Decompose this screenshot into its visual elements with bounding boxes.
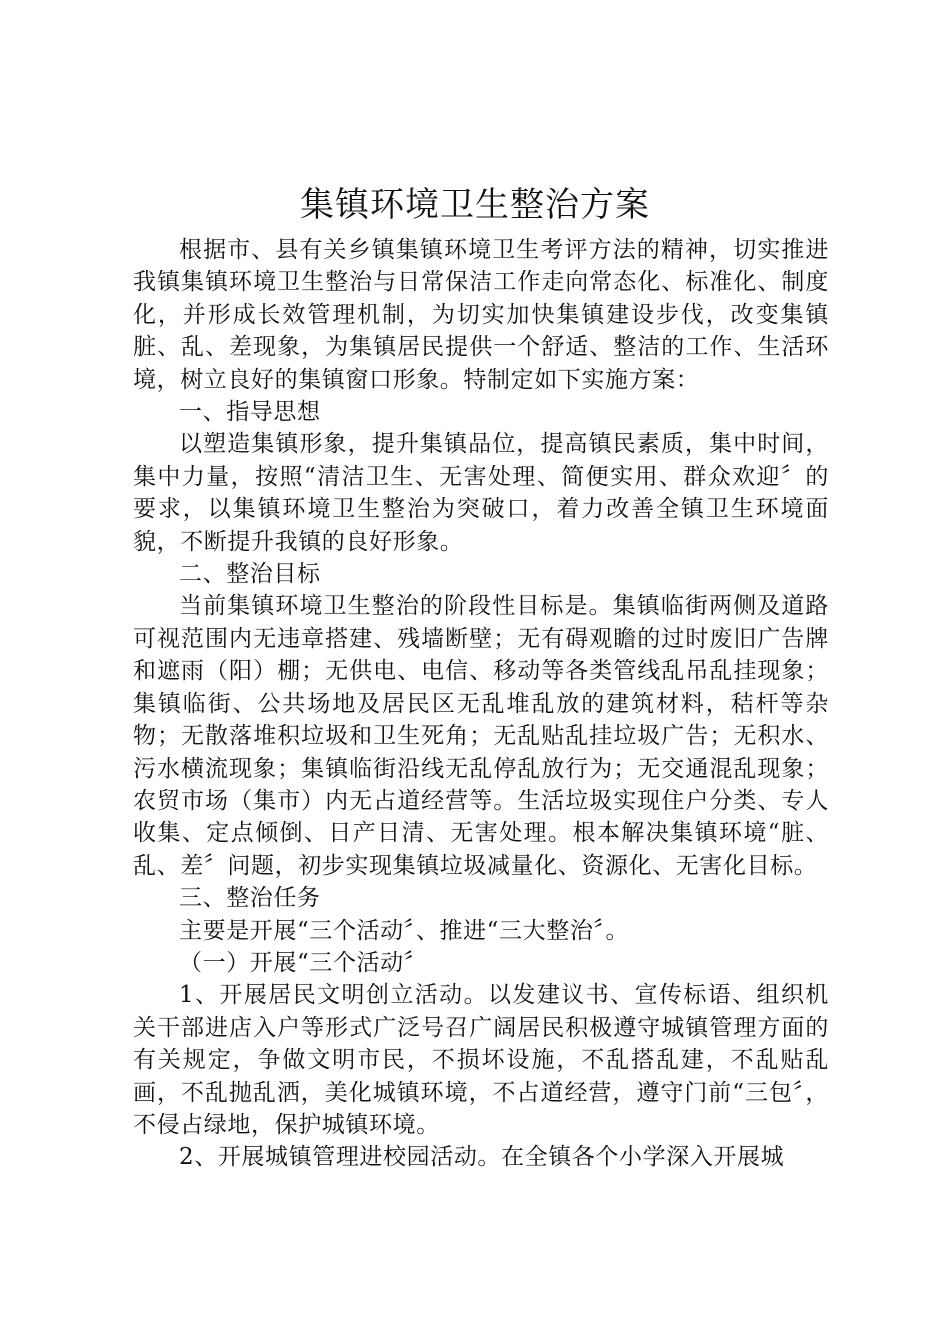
activity-one-paragraph: 1、开展居民文明创立活动。以发建议书、宣传标语、组织机关干部进店入户等形式广泛号召广阔居民积极遵守城镇管理方面的有关规定，争做文明市民，不损坏设施，不乱搭乱建，不乱贴乱画，不乱抛乱洒，美化城镇环境，不占道经营，遵守门前“三包〞，不侵占绿地，保护城镇环境。: [133, 982, 829, 1138]
section-heading-guiding-thought: 一、指导思想: [179, 399, 321, 426]
intro-paragraph: 根据市、县有关乡镇集镇环境卫生考评方法的精神，切实推进我镇集镇环境卫生整治与日常保洁工作走向常态化、标准化、制度化，并形成长效管理机制，为切实加快集镇建设步伐，改变集镇脏、乱、差现象，为集镇居民提供一个舒适、整洁的工作、生活环境，树立良好的集镇窗口形象。特制定如下实施方案：: [133, 237, 829, 393]
guiding-thought-paragraph: 以塑造集镇形象，提升集镇品位，提高镇民素质，集中时间，集中力量，按照“清洁卫生、无害处理、简便实用、群众欢迎〞的要求，以集镇环境卫生整治为突破口，着力改善全镇卫生环境面貌，不断提升我镇的良好形象。: [133, 431, 829, 555]
goals-paragraph: 当前集镇环境卫生整治的阶段性目标是。集镇临街两侧及道路可视范围内无违章搭建、残墙断壁；无有碍观瞻的过时废旧广告牌和遮雨（阳）棚；无供电、电信、移动等各类管线乱吊乱挂现象；集镇临街、公共场地及居民区无乱堆乱放的建筑材料，秸杆等杂物；无散落堆积垃圾和卫生死角；无乱贴乱挂垃圾广告；无积水、污水横流现象；集镇临街沿线无乱停乱放行为；无交通混乱现象；农贸市场（集市）内无占道经营等。生活垃圾实现住户分类、专人收集、定点倾倒、日产日清、无害处理。根本解决集镇环境“脏、乱、差〞问题，初步实现集镇垃圾减量化、资源化、无害化目标。: [133, 593, 829, 879]
section-heading-tasks: 三、整治任务: [179, 885, 321, 912]
section-heading-goals: 二、整治目标: [179, 561, 321, 588]
document-title: 集镇环境卫生整治方案: [300, 185, 650, 225]
activity-two-paragraph: 2、开展城镇管理进校园活动。在全镇各个小学深入开展城: [179, 1144, 785, 1171]
document-body: [133, 234, 829, 1174]
subsection-heading-three-activities: （一）开展“三个活动〞: [179, 949, 428, 976]
tasks-summary-paragraph: 主要是开展“三个活动〞、推进“三大整治〞。: [179, 917, 630, 944]
